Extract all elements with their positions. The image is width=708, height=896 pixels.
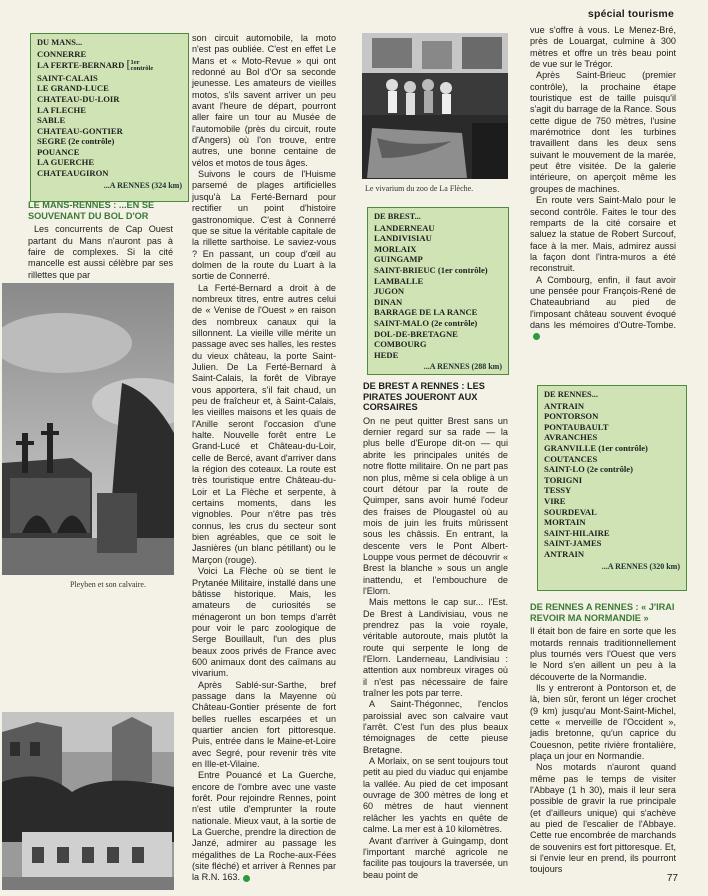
box-item: TESSY <box>544 485 572 496</box>
route-box-rennes <box>537 385 687 591</box>
box-item: DINAN <box>374 296 403 307</box>
box-item: COUTANCES <box>544 453 598 464</box>
box-item: GUINGAMP <box>374 254 423 265</box>
box-item: PONTORSON <box>544 411 599 422</box>
column-4-text-top <box>530 25 676 343</box>
section-header: spécial tourisme <box>587 8 674 20</box>
box-item: ANTRAIN <box>544 548 585 559</box>
section-heading: DE BREST A RENNES : LES PIRATES JOUERONT AUX CORSAIRES <box>363 381 485 413</box>
box-item: JUGON <box>374 286 405 297</box>
paragraph: On ne peut quitter Brest sans un dernier regard sur sa rade — la plus belle d'Europe dit-on — qui abrite les principales unités de notre flotte militaire. On ne part pas non plus, même si cela oblige à un court détour par la route de Quimper, sans avoir humé l'odeur des fraises de Plougastel où au mois de juin les fruits mûrissent sous les châssis. En entrant, la descente vers le Pont Albert-Louppe vous permet de découvrir « Brest la blanche » sous un angle inattendu, et l'embouchure de l'Elorn. <box>363 415 508 596</box>
paragraph-text: A Combourg, enfin, il faut avoir une pensée pour François-René de Chateaubriand au pied de l'imposant château souvent évoqué dans les mémoires d'Outre-Tombe. <box>530 274 676 330</box>
box-item: AVRANCHES <box>544 432 598 443</box>
box-item: LAMBALLE <box>374 275 424 286</box>
box-item: COMBOURG <box>374 339 427 350</box>
section-heading: DE RENNES A RENNES : « J'IRAI REVOIR MA NORMANDIE » <box>530 602 675 623</box>
paragraph: A Morlaix, on se sent toujours tout petit au pied du viaduc qui enjambe la vallée. Au pied de cet imposant ouvrage de 300 mètres de long et 60 mètres de haut viennent relâcher les yachts en quête de calme. La mer est à 10 kilomètres. <box>363 756 508 835</box>
paragraph: Ils y entreront à Pontorson et, de là, bien sûr, feront un léger crochet (9 km) jusqu'au Mont-Saint-Michel, cette « merveille de l'Occident », jadis bretonne, qu'un caprice du Couesnon, petite rivière frontalière, plaça un jour en Normandie. <box>530 682 676 761</box>
box-item: SABLE <box>37 115 66 126</box>
box-end: ...A RENNES (324 km) <box>103 180 182 190</box>
paragraph: Suivons le cours de l'Huisme parsemé de plages artificielles jusqu'à La Ferté-Bernard pour rectifier un point d'histoire gastronomique. C'est à Connerré que se situe la véritable capitale de la rillette sarthoise. Le saviez-vous ? En passant, un coup d'œil au dolmen de la route du Luart à la sortie de Connerré. <box>192 169 336 282</box>
box-item: CHATEAU-DU-LOIR <box>37 93 120 104</box>
box-item: TORIGNI <box>544 474 583 485</box>
column-4-text-bottom <box>530 598 676 876</box>
box-note: contrôle <box>130 65 154 73</box>
box-item: ANTRAIN <box>544 400 585 411</box>
paragraph: vue s'offre à vous. Le Menez-Bré, près de Louargat, culmine à 300 mètres et offre un très beau point de vue sur le Trégor. <box>530 25 676 70</box>
paragraph: A Saint-Thégonnec, l'enclos paroissial avec son calvaire vaut l'arrêt. C'est l'un des plus beaux témoignages de cette pieuse Bretagne. <box>363 699 508 755</box>
route-box-brest <box>367 207 509 375</box>
photo-caption: Pleyben et son calvaire. <box>70 580 146 589</box>
box-item: POUANCE <box>37 146 80 157</box>
photo-caption: Le vivarium du zoo de La Flèche. <box>365 184 474 193</box>
box-item: SAINT-CALAIS <box>37 72 98 83</box>
box-item: LA FLECHE <box>37 104 86 115</box>
column-1-text <box>28 196 173 281</box>
paragraph: Nos motards n'auront quand même pas le temps de visiter l'Abbaye (1 h 30), mais il leur sera possible de gravir la rue principale (et d'ailleurs unique) qui s'achève au pied de l'escalier de l'Abbaye. Cette rue encombrée de marchands de souvenirs est fort pittoresque. Et, si l'envie leur en prend, ils pourront toujours <box>530 762 676 875</box>
paragraph: Les concurrents de Cap Ouest partant du Mans n'auront pas à faire de complexes. Si la cité mancelle est aussi célèbre par ses rillettes que par <box>28 224 173 280</box>
box-item: GRANVILLE (1er contrôle) <box>544 442 648 453</box>
box-end: ...A RENNES (288 km) <box>423 362 502 372</box>
box-item: LE GRAND-LUCE <box>37 83 109 94</box>
paragraph: Avant d'arriver à Guingamp, dont l'important marché agricole ne facilite pas toujours la traversée, un beau point de <box>363 835 508 880</box>
box-item: LANDERNEAU <box>374 222 435 233</box>
end-bullet-icon <box>243 875 250 882</box>
column-2-text <box>192 33 336 884</box>
box-item: CHATEAUGIRON <box>37 168 109 179</box>
box-item: BARRAGE DE LA RANCE <box>374 307 478 318</box>
box-note: 1er <box>130 58 140 66</box>
box-item: MORLAIX <box>374 243 417 254</box>
route-box-le-mans <box>30 33 189 202</box>
box-item: SAINT-HILAIRE <box>544 527 610 538</box>
box-item: SAINT-BRIEUC (1er contrôle) <box>374 264 488 275</box>
paragraph: Mais mettons le cap sur... l'Est. De Brest à Landivisiau, vous ne prendrez pas la voie royale, véritable autoroute, mais plutôt la route qui serpente le long de l'Elorn. Landerneau, Landivisiau : attention aux nombreux virages où il n'est pas nécessaire de faire traîner les pots par terre. <box>363 597 508 699</box>
box-item: CONNERRE <box>37 48 87 59</box>
paragraph: son circuit automobile, la moto n'est pas oubliée. C'est en effet Le Mans et « Moto-Revue » qui ont redonné au Bol d'Or sa seconde jeunesse. Les amateurs de vieilles motos, s'ils savent arriver un peu avant l'heure de départ, pourront aller faire un tour au Musée de l'automobile (près du circuit, route d'Angers) où l'on trouve, entre autres, une bonne centaine de vélos et motos de tous âges. <box>192 33 336 168</box>
box-end: ...A RENNES (320 km) <box>601 561 680 571</box>
box-item: LANDIVISIAU <box>374 233 432 244</box>
box-item: SAINT-MALO (2e contrôle) <box>374 317 478 328</box>
photo-town-view <box>2 712 174 890</box>
paragraph: Après Saint-Brieuc (premier contrôle), la prochaine étape touristique est de taille puisqu'il s'agit du barrage de la Rance. Sous cette digue de 750 mètres, l'usine marémotrice dont les turbines travaillent dans les deux sens suivant le mouvement de la marée, peut être visitée. De la galerie intérieure, on aperçoit même les groupes de machines. <box>530 70 676 194</box>
box-item: LA FERTE-BERNARD [1er contrôle <box>37 57 154 73</box>
box-item: DOL-DE-BRETAGNE <box>374 328 458 339</box>
box-title: DE RENNES... <box>544 390 598 399</box>
paragraph: Après Sablé-sur-Sarthe, bref passage dans la Mayenne où Château-Gontier présente de fort belles ruelles escarpées et un quartier ancien fort pittoresque. Puis, entrée dans le Maine-et-Loire avec Segré, pour revenir très vite en Ille-et-Vilaine. <box>192 679 336 769</box>
box-item: SEGRE (2e contrôle) <box>37 136 115 147</box>
paragraph: La Ferté-Bernard a droit à de nombreux titres, entre autres celui de « Venise de l'Ouest » en raison des nombreux canaux qui la sillonnent. La vieille ville mérite un passage avec ses halles, les restes du vieux château, la porte Saint-Julien. De La Ferté-Bernard à Saint-Calais, la forêt de Vibraye vous apportera, s'il fait chaud, un peu de fraîcheur et, à Saint-Calais, les vieilles maisons et les quais de l'Anille seront l'occasion d'une halte. Nouvelle forêt entre Le Grand-Lucé et Château-du-Loir, celle de Bercé, avant d'arriver dans la région des coteaux. La route est très touristique entre Château-du-Loir et La Flèche et serpente, à certains moments, dans les vignobles. Pour n'être pas très connus, les crus du secteur sont bien agréables, que ce soit le Jasnières (un blanc pétillant) ou le Marçon (rouge). <box>192 282 336 565</box>
section-heading: LE MANS-RENNES : ...EN SE SOUVENANT DU BOL D'OR <box>28 200 155 221</box>
page-number: 77 <box>666 873 678 884</box>
end-bullet-icon <box>533 333 540 340</box>
box-item: HEDE <box>374 349 399 360</box>
box-item: SAINT-JAMES <box>544 538 602 549</box>
box-title: DU MANS... <box>37 38 83 47</box>
photo-vivarium <box>362 33 508 179</box>
paragraph: Voici La Flèche où se tient le Prytanée Militaire, installé dans une bâtisse historique. Mais, les amateurs de curiosités se ménageront un bon temps d'arrêt pour voir le parc zoologique de Serge Bouillault, l'un des plus beaux zoos privés de France avec 600 animaux dont des caïmans au vivarium. <box>192 566 336 679</box>
box-item: SOURDEVAL <box>544 506 597 517</box>
box-item: SAINT-LO (2e contrôle) <box>544 464 633 475</box>
box-title: DE BREST... <box>374 212 421 221</box>
paragraph <box>192 770 336 883</box>
paragraph-text: Entre Pouancé et La Guerche, encore de l'ombre avec une vaste forêt. Pour rejoindre Rennes, point n'est utile d'emprunter la route nationale. Mieux vaut, à la sortie de La Guerche, prendre la direction de Janzé, admirer au passage les mégalithes de La Roche-aux-Fées (site fléché) et arriver à Rennes par la R.N. 163. <box>192 770 336 883</box>
box-item: PONTAUBAULT <box>544 421 609 432</box>
column-3-text <box>363 377 508 881</box>
paragraph: En route vers Saint-Malo pour le second contrôle. Faites le tour des remparts de la cité corsaire et saluez la statue de Robert Surcouf, face à la mer. Mais, admirez aussi la façon dont l'intra-muros a été reconstruit. <box>530 195 676 274</box>
box-item: VIRE <box>544 495 566 506</box>
box-item: LA GUERCHE <box>37 157 95 168</box>
paragraph: Il était bon de faire en sorte que les motards rennais traditionnellement plus tournés vers l'Ouest que vers le Nord s'en aillent un peu à la découverte de la Normandie. <box>530 626 676 682</box>
box-item: CHATEAU-GONTIER <box>37 125 123 136</box>
paragraph <box>530 275 676 343</box>
box-item: MORTAIN <box>544 517 586 528</box>
photo-pleyben-calvary <box>2 283 174 575</box>
